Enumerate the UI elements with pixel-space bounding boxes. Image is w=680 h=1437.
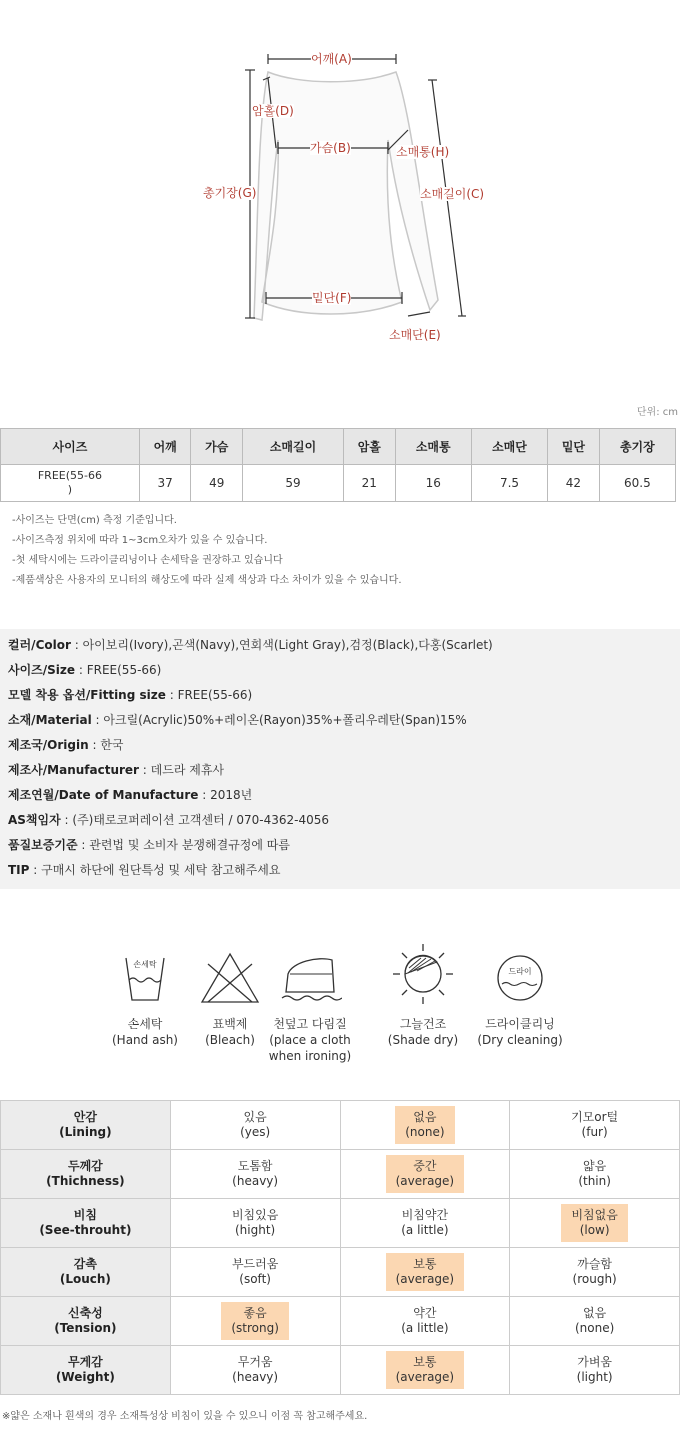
spec-row: [8, 735, 672, 760]
size-value-cell: 7.5: [471, 465, 547, 502]
size-header-cell: 밑단: [548, 429, 600, 465]
material-option-en: (a little): [401, 1321, 449, 1335]
dry-clean-tag: 드라이: [508, 967, 532, 976]
material-option: [568, 1155, 621, 1193]
material-option: [565, 1302, 624, 1340]
spec-key: 소재/Material: [8, 713, 92, 727]
material-option: [391, 1302, 458, 1340]
spec-row: [8, 660, 672, 685]
material-option-en: (strong): [231, 1321, 279, 1335]
size-table-body: [1, 465, 676, 502]
care-caption-line: 표백제: [212, 1017, 248, 1031]
size-notes: [12, 511, 402, 591]
material-option-ko: 비침약간: [401, 1208, 449, 1222]
spec-key: 제조사/Manufacturer: [8, 763, 139, 777]
spec-key: 사이즈/Size: [8, 663, 76, 677]
material-attribute-en: (Weight): [55, 1370, 115, 1384]
material-option-selected: [561, 1204, 627, 1242]
spec-key: 제조국/Origin: [8, 738, 89, 752]
care-caption-line: 손세탁: [127, 1017, 163, 1031]
care-caption-line: when ironing): [268, 1049, 352, 1063]
material-option-ko: 기모or털: [571, 1110, 619, 1124]
material-option-ko: 도톰함: [237, 1159, 273, 1173]
material-row: [1, 1199, 680, 1248]
material-option-cell: [510, 1297, 680, 1346]
spec-value: : 데드라 제휴사: [138, 763, 225, 777]
material-option-en: (fur): [581, 1125, 608, 1139]
size-name-cell: FREE(55-66 ): [1, 465, 140, 502]
spec-value: : 2018년: [198, 788, 253, 802]
material-option-ko: 비침있음: [231, 1208, 279, 1222]
material-option-cell: [510, 1199, 680, 1248]
care-instructions: [0, 940, 680, 1070]
material-option-ko: 있음: [243, 1110, 267, 1124]
spec-value: : (주)태로코퍼레이션 고객센터 / 070-4362-4056: [60, 813, 329, 827]
material-option-cell: [510, 1248, 680, 1297]
size-header-cell: 암홀: [344, 429, 396, 465]
care-caption: [460, 1016, 580, 1048]
material-option-ko: 비침없음: [571, 1208, 618, 1222]
material-option-en: (average): [395, 1272, 455, 1286]
material-option-ko: 약간: [413, 1306, 437, 1320]
material-option: [230, 1106, 280, 1144]
material-option-cell: [340, 1150, 510, 1199]
material-option-cell: [170, 1101, 340, 1150]
material-option-selected: [386, 1351, 465, 1389]
material-attribute: [1, 1150, 171, 1199]
material-option-selected: [386, 1155, 465, 1193]
care-caption-line: (Bleach): [205, 1033, 255, 1047]
spec-key: 품질보증기준: [8, 838, 78, 852]
care-caption-line: (Hand ash): [112, 1033, 178, 1047]
material-attribute-en: (Lining): [59, 1125, 112, 1139]
material-option-ko: 좋음: [243, 1306, 267, 1320]
size-value-cell: 42: [548, 465, 600, 502]
size-header-cell: 어깨: [139, 429, 191, 465]
size-row: [1, 465, 676, 502]
spec-key: AS책임자: [8, 813, 61, 827]
size-table: [0, 428, 676, 502]
size-value-cell: 37: [139, 465, 191, 502]
material-option-cell: [170, 1297, 340, 1346]
size-header-cell: 소매길이: [243, 429, 344, 465]
size-header-cell: 총기장: [599, 429, 675, 465]
spec-row: [8, 635, 672, 660]
size-value-cell: 21: [344, 465, 396, 502]
material-attribute-ko: 안감: [73, 1110, 97, 1124]
note-line: -제품색상은 사용자의 모니터의 해상도에 따라 실제 색상과 다소 차이가 있을 수 있습니다.: [12, 575, 402, 586]
material-option-ko: 보통: [413, 1355, 437, 1369]
material-option-en: (soft): [239, 1272, 271, 1286]
spec-row: [8, 685, 672, 710]
care-item: [250, 940, 370, 1064]
care-caption-line: 그늘건조: [399, 1017, 447, 1031]
note-line: -첫 세탁시에는 드라이클리닝이나 손세탁을 권장하고 있습니다: [12, 555, 283, 566]
material-attribute: [1, 1199, 171, 1248]
material-table: [0, 1100, 680, 1395]
spec-key: TIP: [8, 863, 30, 877]
material-option-ko: 없음: [583, 1306, 607, 1320]
material-option-cell: [340, 1248, 510, 1297]
material-attribute-en: (Louch): [59, 1272, 111, 1286]
size-table-header: [1, 429, 676, 465]
spec-key: 모델 착용 옵션/Fitting size: [8, 688, 166, 702]
spec-key: 컬러/Color: [8, 638, 71, 652]
material-option-cell: [510, 1101, 680, 1150]
size-header-cell: 사이즈: [1, 429, 140, 465]
material-attribute: [1, 1297, 171, 1346]
care-caption-line: 천덮고 다림질: [273, 1017, 347, 1031]
spec-value: : 아이보리(Ivory),곤색(Navy),연회색(Light Gray),검정(Black),다홍(Scarlet): [70, 638, 493, 652]
material-option-en: (low): [579, 1223, 610, 1237]
material-option: [222, 1155, 288, 1193]
material-attribute-ko: 비침: [73, 1208, 97, 1222]
label-chest: 가슴(B): [310, 141, 351, 155]
material-option-cell: [170, 1346, 340, 1395]
material-option-ko: 가벼움: [577, 1355, 613, 1369]
material-option: [567, 1351, 623, 1389]
material-attribute: [1, 1248, 171, 1297]
measurement-diagram: [0, 0, 680, 400]
care-item: [460, 940, 580, 1048]
material-row: [1, 1150, 680, 1199]
material-attribute-ko: 신축성: [67, 1306, 103, 1320]
label-shoulder: 어깨(A): [311, 52, 352, 66]
material-option-cell: [170, 1248, 340, 1297]
label-total-length: 총기장(G): [203, 186, 257, 200]
hand-wash-tag: 손세탁: [133, 960, 157, 969]
spec-key: 제조연월/Date of Manufacture: [8, 788, 199, 802]
label-armhole: 암홀(D): [252, 104, 294, 118]
size-value-cell: 60.5: [599, 465, 675, 502]
material-row: [1, 1297, 680, 1346]
material-option: [222, 1253, 288, 1291]
material-option: [222, 1351, 288, 1389]
footnote: ※얇은 소재나 흰색의 경우 소재특성상 비침이 있을 수 있으니 이점 꼭 참고해주세요.: [2, 1411, 368, 1422]
label-hem: 밑단(F): [312, 291, 352, 305]
material-attribute-en: (Thichness): [46, 1174, 125, 1188]
material-attribute-ko: 두께감: [67, 1159, 103, 1173]
spec-value: : FREE(55-66): [75, 663, 162, 677]
label-sleeve-length: 소매길이(C): [420, 187, 485, 201]
care-caption-line: (Shade dry): [387, 1033, 459, 1047]
material-option-ko: 까슬함: [577, 1257, 613, 1271]
material-option: [561, 1106, 628, 1144]
material-option-en: (yes): [240, 1125, 271, 1139]
label-cuff: 소매단(E): [389, 328, 441, 342]
material-option-ko: 무거움: [237, 1355, 273, 1369]
material-option-en: (thin): [578, 1174, 611, 1188]
spec-value: : 아크릴(Acrylic)50%+레이온(Rayon)35%+폴리우레탄(Span)15%: [91, 713, 467, 727]
material-option-cell: [170, 1150, 340, 1199]
iron-cloth-icon: [250, 940, 370, 1006]
material-option-cell: [510, 1150, 680, 1199]
material-option-en: (hight): [235, 1223, 276, 1237]
material-option-selected: [221, 1302, 289, 1340]
material-option-ko: 얇음: [583, 1159, 607, 1173]
material-row: [1, 1248, 680, 1297]
spec-value: : FREE(55-66): [165, 688, 253, 702]
spec-value: : 한국: [88, 738, 124, 752]
spec-row: [8, 785, 672, 810]
material-option-cell: [170, 1199, 340, 1248]
spec-row: [8, 760, 672, 785]
size-header-cell: 가슴: [191, 429, 243, 465]
material-option-ko: 부드러움: [231, 1257, 279, 1271]
material-option-cell: [340, 1101, 510, 1150]
material-attribute-ko: 감촉: [73, 1257, 97, 1271]
spec-row: [8, 810, 672, 835]
care-caption-line: 드라이클리닝: [485, 1017, 555, 1031]
care-caption: [250, 1016, 370, 1064]
material-option-en: (none): [574, 1321, 615, 1335]
material-option-en: (heavy): [232, 1370, 279, 1384]
material-option-en: (average): [395, 1174, 455, 1188]
material-attribute: [1, 1101, 171, 1150]
material-attribute-ko: 무게감: [67, 1355, 103, 1369]
material-option-en: (a little): [401, 1223, 449, 1237]
material-option-en: (average): [395, 1370, 455, 1384]
product-spec-box: [0, 629, 680, 889]
material-attribute-en: (See-throuht): [39, 1223, 132, 1237]
note-line: -사이즈측정 위치에 따라 1~3cm오차가 있을 수 있습니다.: [12, 535, 268, 546]
material-option-en: (light): [576, 1370, 613, 1384]
spec-row: [8, 710, 672, 735]
dry-clean-icon: [460, 940, 580, 1006]
spec-row: [8, 860, 672, 885]
spec-value: : 구매시 하단에 원단특성 및 세탁 참고해주세요: [29, 863, 281, 877]
size-header-cell: 소매단: [471, 429, 547, 465]
material-option-ko: 보통: [413, 1257, 437, 1271]
size-value-cell: 49: [191, 465, 243, 502]
material-option-ko: 없음: [413, 1110, 437, 1124]
material-option: [563, 1253, 627, 1291]
care-caption-line: (place a cloth: [269, 1033, 351, 1047]
material-option-cell: [340, 1199, 510, 1248]
material-option-en: (none): [405, 1125, 445, 1139]
material-option-en: (heavy): [232, 1174, 279, 1188]
material-option-selected: [386, 1253, 465, 1291]
material-attribute-en: (Tension): [54, 1321, 117, 1335]
material-row: [1, 1101, 680, 1150]
material-row: [1, 1346, 680, 1395]
care-caption-line: (Dry cleaning): [477, 1033, 563, 1047]
spec-row: [8, 835, 672, 860]
material-option-cell: [340, 1297, 510, 1346]
material-option-ko: 중간: [413, 1159, 437, 1173]
material-option: [391, 1204, 458, 1242]
label-sleeve-width: 소매통(H): [396, 145, 450, 159]
material-option-selected: [395, 1106, 454, 1144]
material-option-cell: [510, 1346, 680, 1395]
material-option-en: (rough): [572, 1272, 617, 1286]
size-value-cell: 16: [395, 465, 471, 502]
size-value-cell: 59: [243, 465, 344, 502]
size-header-cell: 소매통: [395, 429, 471, 465]
unit-label: 단위: cm: [636, 407, 678, 418]
material-attribute: [1, 1346, 171, 1395]
note-line: -사이즈는 단면(cm) 측정 기준입니다.: [12, 515, 177, 526]
material-option-cell: [340, 1346, 510, 1395]
spec-value: : 관련법 및 소비자 분쟁해결규정에 따름: [77, 838, 290, 852]
material-option: [222, 1204, 288, 1242]
